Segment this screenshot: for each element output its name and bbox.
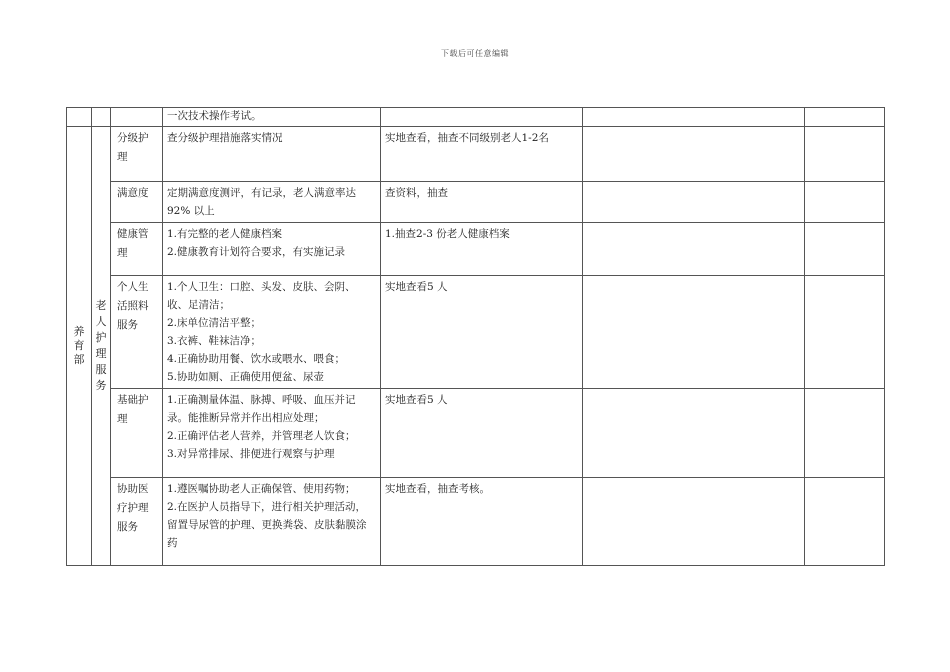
content-line: 2.床单位清洁平整； [167,317,262,329]
table-row-continued [67,108,885,127]
category-cell: 个人生活照料服务 [111,276,163,389]
page-header-note: 下载后可任意编辑 [441,49,509,58]
content-line: 3.对异常排尿、排便进行观察与护理 [167,448,335,460]
cell-empty [805,223,885,276]
content-line: 2.健康教育计划符合要求，有实施记录 [167,246,346,258]
cell-empty [805,389,885,478]
content-line: 4.正确协助用餐、饮水或喂水、喂食； [167,353,346,365]
cell-empty [805,127,885,182]
category-cell: 分级护理 [111,127,163,182]
content-line: 1.个人卫生：口腔、头发、皮肤、会阴、收、足清洁； [167,281,356,311]
sub-department-label: 老人护理服务 [95,299,107,392]
method-cell: 查资料，抽查 [381,182,583,223]
content-line: 定期满意度测评，有记录，老人满意率达92% 以上 [167,187,356,217]
sub-department-cell [92,127,111,566]
table-row [67,276,885,389]
cell-content: 一次技术操作考试。 [163,108,381,127]
category-cell: 满意度 [111,182,163,223]
cell-empty [583,223,805,276]
cell-empty [583,276,805,389]
department-cell [67,127,92,566]
cell-empty [381,108,583,127]
cell-empty [805,478,885,566]
content-line: 查分级护理措施落实情况 [167,132,283,144]
cell-empty [92,108,111,127]
content-line: 1.有完整的老人健康档案 [167,228,283,240]
method-cell: 实地查看5 人 [381,276,583,389]
content-cell [163,182,381,223]
table-row [67,223,885,276]
category-cell: 协助医疗护理服务 [111,478,163,566]
method-cell: 实地查看5 人 [381,389,583,478]
cell-empty [111,108,163,127]
content-line: 3.衣裤、鞋袜洁净； [167,335,262,347]
content-line: 2.正确评估老人营养，并管理老人饮食； [167,430,356,442]
cell-empty [583,182,805,223]
cell-empty [67,108,92,127]
cell-empty [805,108,885,127]
method-cell: 1.抽查2-3 份老人健康档案 [381,223,583,276]
cell-empty [583,478,805,566]
table-row [67,182,885,223]
table-row [67,478,885,566]
content-line: 5.协助如厕、正确使用便盆、尿壶 [167,371,325,383]
method-cell: 实地查看，抽查考核。 [381,478,583,566]
cell-empty [583,127,805,182]
cell-empty [583,108,805,127]
method-cell: 实地查看，抽查不同级别老人1-2名 [381,127,583,182]
content-cell [163,127,381,182]
cell-empty [805,276,885,389]
table-row [67,127,885,182]
table-row [67,389,885,478]
content-line: 1.正确测量体温、脉搏、呼吸、血压并记录。能推断异常并作出相应处理； [167,394,356,424]
cell-empty [805,182,885,223]
category-cell: 基础护理 [111,389,163,478]
department-label: 养育部 [73,325,85,366]
inspection-table [66,107,885,566]
content-line: 1.遵医嘱协助老人正确保管、使用药物； [167,483,356,495]
cell-empty [583,389,805,478]
content-line: 2.在医护人员指导下，进行相关护理活动，留置导尿管的护理、更换粪袋、皮肤黏膜涂药 [167,501,367,549]
content-cell [163,478,381,566]
content-cell [163,223,381,276]
content-cell [163,276,381,389]
category-cell: 健康管理 [111,223,163,276]
content-cell [163,389,381,478]
